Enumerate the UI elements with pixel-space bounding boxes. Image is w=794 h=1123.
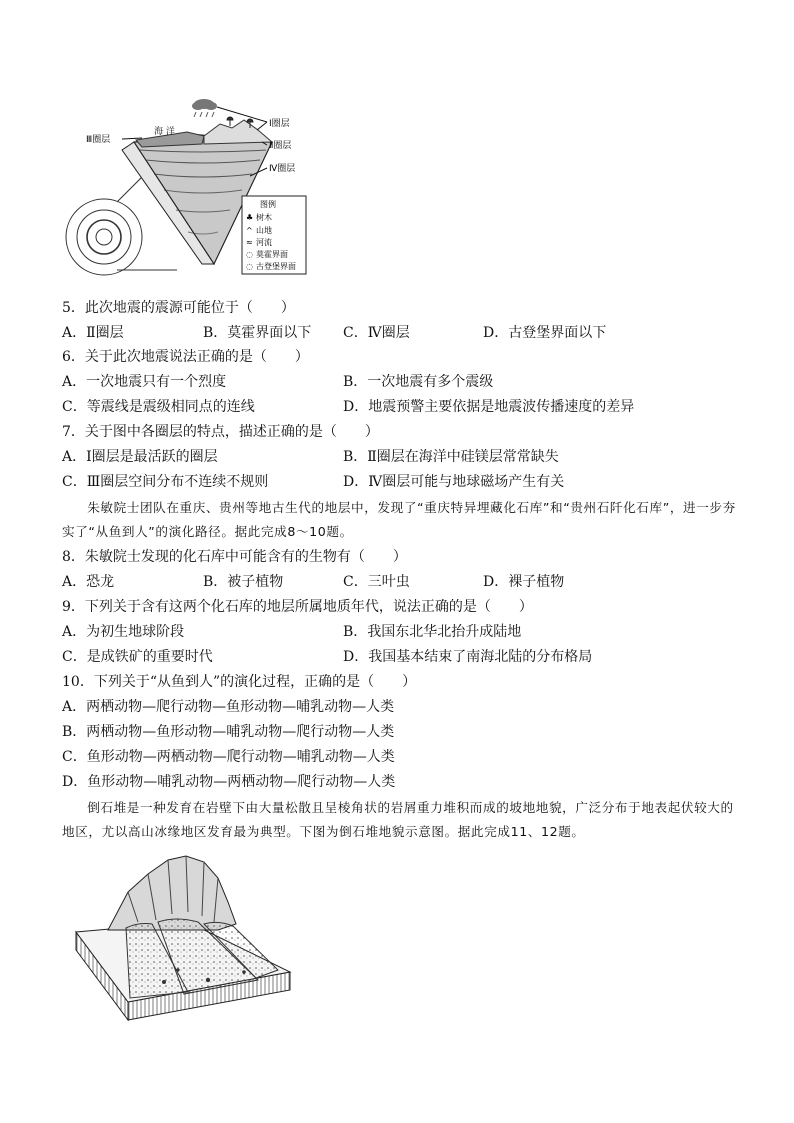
legend-item: 树木 <box>256 213 272 222</box>
question-5-option-d[interactable]: D．古登堡界面以下 <box>483 325 607 341</box>
diagram-legend <box>242 196 306 274</box>
question-8-option-c[interactable]: C．三叶虫 <box>343 574 410 590</box>
question-9-option-d[interactable]: D．我国基本结束了南海北陆的分布格局 <box>343 649 593 665</box>
legend-item: 山地 <box>256 226 272 235</box>
question-8-option-d[interactable]: D．裸子植物 <box>483 574 565 590</box>
question-8-option-b[interactable]: B．被子植物 <box>203 574 284 590</box>
talus-cone-diagram <box>68 852 296 1022</box>
legend-gutenberg-symbol: ◌ <box>246 262 253 271</box>
layer2-label: Ⅱ圈层 <box>269 141 292 151</box>
earth-sphere-icon <box>66 199 142 275</box>
question-5-option-b[interactable]: B．莫霍界面以下 <box>203 325 312 341</box>
question-10-option-b[interactable]: B．两栖动物—鱼形动物—哺乳动物—爬行动物—人类 <box>62 724 395 740</box>
question-10-option-d[interactable]: D．鱼形动物—哺乳动物—两栖动物—爬行动物—人类 <box>62 774 396 790</box>
question-9-stem: 9．下列关于含有这两个化石库的地层所属地质年代，说法正确的是（ ） <box>62 599 533 615</box>
question-6-option-b[interactable]: B．一次地震有多个震级 <box>343 374 494 390</box>
question-5-option-a[interactable]: A．Ⅱ圈层 <box>62 325 124 341</box>
cloud-rain-icon <box>192 99 217 117</box>
legend-title: 图例 <box>260 200 276 209</box>
question-10-option-c[interactable]: C．鱼形动物—两栖动物—爬行动物—哺乳动物—人类 <box>62 749 395 765</box>
question-10-option-a[interactable]: A．两栖动物—爬行动物—鱼形动物—哺乳动物—人类 <box>62 699 395 715</box>
legend-tree-symbol: ♣ <box>246 213 254 222</box>
layer1-label: Ⅰ圈层 <box>269 119 290 129</box>
question-6-option-c[interactable]: C．等震线是震级相同点的连线 <box>62 399 255 415</box>
layer4-label: Ⅳ圈层 <box>269 164 296 174</box>
question-9-option-b[interactable]: B．我国东北华北抬升成陆地 <box>343 624 522 640</box>
question-10-stem: 10．下列关于“从鱼到人”的演化过程，正确的是（ ） <box>62 674 417 690</box>
question-7-option-c[interactable]: C．Ⅲ圈层空间分布不连续不规则 <box>62 474 269 490</box>
question-9-option-c[interactable]: C．是成铁矿的重要时代 <box>62 649 213 665</box>
legend-river-symbol: ≈ <box>246 238 253 247</box>
question-8-stem: 8．朱敏院士发现的化石库中可能含有的生物有（ ） <box>62 549 407 565</box>
ocean-label: 海 洋 <box>154 127 175 137</box>
question-5-option-c[interactable]: C．Ⅳ圈层 <box>343 325 410 341</box>
legend-item: 古登堡界面 <box>256 262 296 271</box>
question-7-stem: 7．关于图中各圈层的特点，描述正确的是（ ） <box>62 424 379 440</box>
question-6-stem: 6．关于此次地震说法正确的是（ ） <box>62 349 309 365</box>
question-7-option-d[interactable]: D．Ⅳ圈层可能与地球磁场产生有关 <box>343 474 565 490</box>
legend-moho-symbol: ◌ <box>246 250 253 259</box>
question-6-option-d[interactable]: D．地震预警主要依据是地震波传播速度的差异 <box>343 399 635 415</box>
layer3-label: Ⅲ圈层 <box>86 135 111 145</box>
earth-layers-diagram <box>62 92 312 277</box>
passage-fossil-sites: 朱敏院士团队在重庆、贵州等地古生代的地层中，发现了“重庆特异埋藏化石库”和“贵州石阡化石库”，进一步夯实了“从鱼到人”的演化路径。据此完成8～10题。 <box>62 500 736 539</box>
legend-mountain-symbol: ^ <box>246 226 253 235</box>
question-9-option-a[interactable]: A．为初生地球阶段 <box>62 624 185 640</box>
question-7-option-a[interactable]: A．Ⅰ圈层是最活跃的圈层 <box>62 449 218 465</box>
question-6-option-a[interactable]: A．一次地震只有一个烈度 <box>62 374 227 390</box>
question-5-stem: 5．此次地震的震源可能位于（ ） <box>62 300 295 316</box>
legend-item: 河流 <box>256 238 272 247</box>
passage-talus-cone: 倒石堆是一种发育在岩壁下由大量松散且呈棱角状的岩屑重力堆积而成的坡地地貌，广泛分布于地表起伏较大的地区，尤以高山冰缘地区发育最为典型。下图为倒石堆地貌示意图。据此完成11、12题。 <box>62 800 734 839</box>
question-7-option-b[interactable]: B．Ⅱ圈层在海洋中硅镁层常常缺失 <box>343 449 559 465</box>
legend-item: 莫霍界面 <box>256 250 288 259</box>
question-8-option-a[interactable]: A．恐龙 <box>62 574 115 590</box>
